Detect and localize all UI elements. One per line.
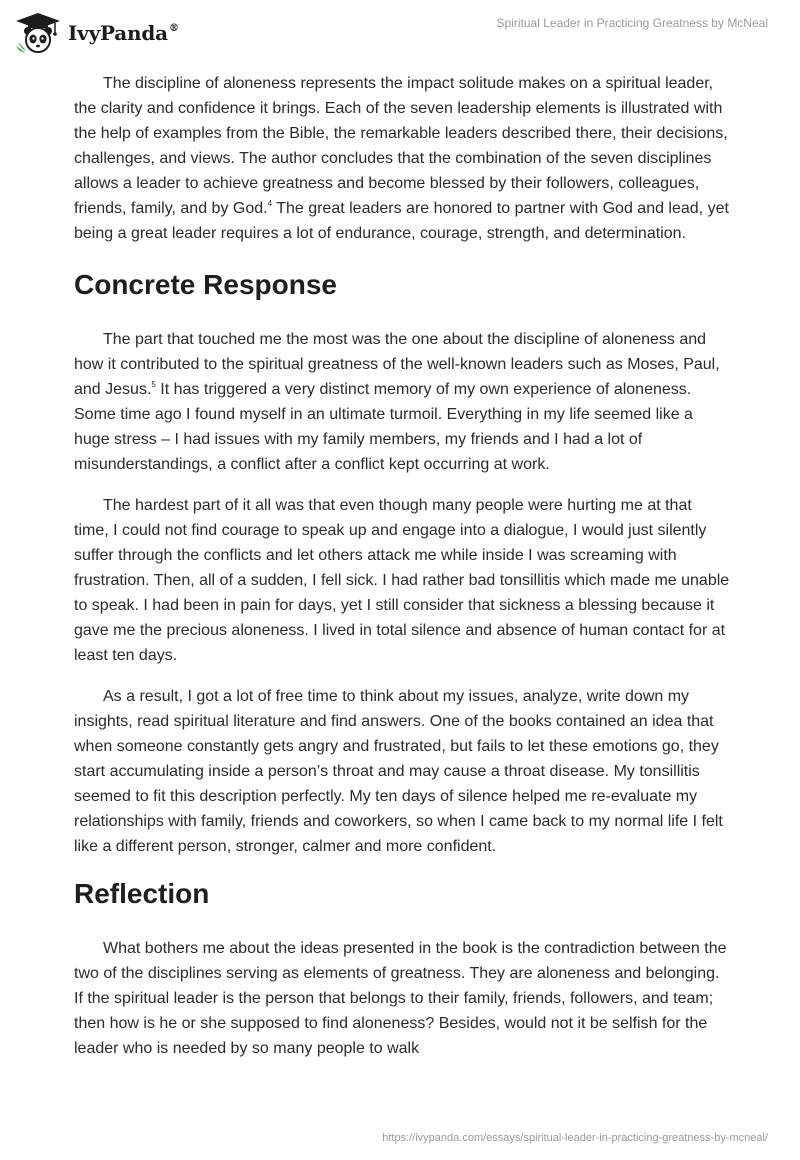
reflection-heading: Reflection [74,878,210,909]
ivypanda-logo[interactable] [14,8,179,58]
concrete-paragraph-2: The hardest part of it all was that even though many people were hurting me at that time, I could not find courage to speak up and engage into a dialogue, I would just silently suffer through the conflicts and let others attack me while inside I was screaming with frustration. Then, all of a sudden, I fell sick. I had rather bad tonsillitis which made me unable to speak. I had been in pain for days, yet I still consider that sickness a blessing because it gave me the precious aloneness. I lived in total silence and absence of human contact for at least ten days. [74,497,730,664]
footnote-ref[interactable]: 5 [151,380,156,389]
reflection-paragraph-1: What bothers me about the ideas presented in the book is the contradiction between the two of the disciplines serving as elements of greatness. They are aloneness and belonging. If the spiritual leader is the person that belongs to their family, friends, followers, and team; then how is he or she supposed to find aloneness? Besides, would not it be selfish for the leader who is needed by so many people to walk [74,940,727,1057]
panda-graduation-cap-icon [14,12,62,54]
essay-body [74,71,730,1077]
registered-mark: ® [168,23,179,34]
concrete-paragraph-3: As a result, I got a lot of free time to think about my issues, analyze, write down my insights, read spiritual literature and find answers. One of the books contained an idea that when someone constantly gets angry and frustrated, but fails to let these emotions go, they start accumulating inside a person’s throat and may cause a throat disease. My tonsillitis seemed to fit this description perfectly. My ten days of silence helped me re-evaluate my relationships with family, friends and coworkers, so when I came back to my normal life I felt like a different person, stronger, calmer and more confident. [74,688,723,855]
concrete-paragraph-1: The part that touched me the most was the one about the discipline of aloneness and how it contributed to the spiritual greatness of the well-known leaders such as Moses, Paul, and Jesus.$^5$ It has triggered a very distinct memory of my own experience of aloneness. Some time ago I found myself in an ultimate turmoil. Everything in my life seemed like a huge stress – I had issues with my family members, my friends and I had a lot of misunderstandings, a conflict after a conflict kept occurring at work. [74,331,720,473]
document-title: Spiritual Leader in Practicing Greatness by McNeal [496,16,768,30]
source-url[interactable]: https://ivypanda.com/essays/spiritual-leader-in-practicing-greatness-by-mcneal/ [382,1132,768,1144]
intro-paragraph: The discipline of aloneness represents the impact solitude makes on a spiritual leader, the clarity and confidence it brings. Each of the seven leadership elements is illustrated with the help of examples from the Bible, the remarkable leaders described there, their decisions, challenges, and views. The author concludes that the combination of the seven disciplines allows a leader to achieve greatness and become blessed by their followers, colleagues, friends, family, and by God.$^4$ The great leaders are honored to partner with God and lead, yet being a great leader requires a lot of endurance, courage, strength, and determination. [74,75,729,242]
footnote-ref[interactable]: 4 [267,199,273,208]
concrete-response-heading: Concrete Response [74,269,337,300]
brand-name: IvyPanda® [68,21,179,45]
